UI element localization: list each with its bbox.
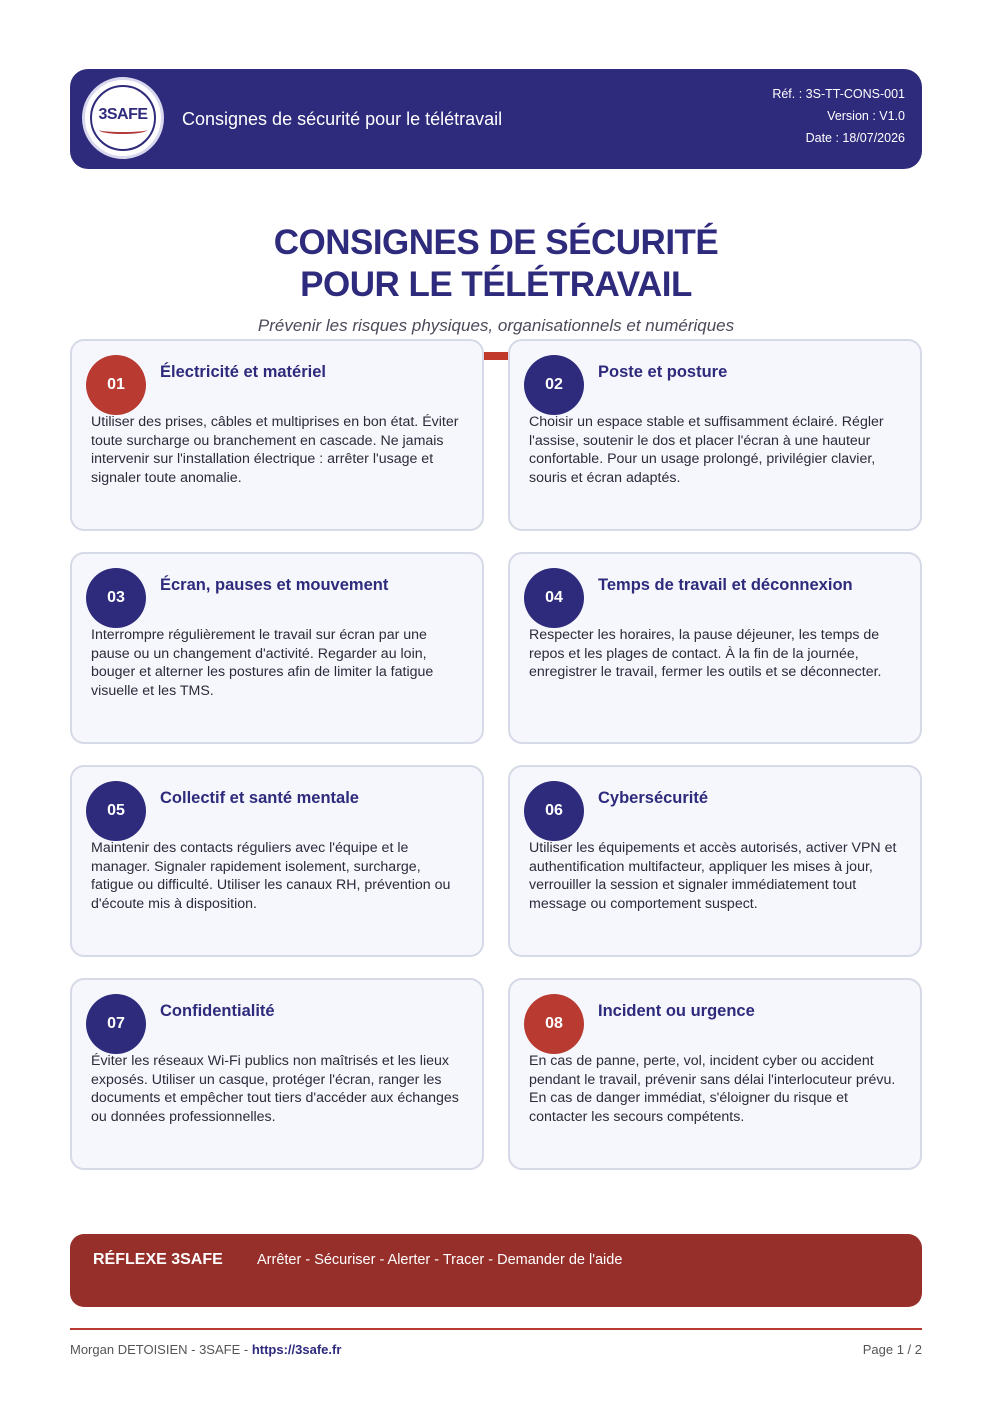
card-title: Collectif et santé mentale bbox=[160, 789, 359, 807]
footer-website-link[interactable]: https://3safe.fr bbox=[251, 1342, 342, 1357]
page-number: Page 1 / 2 bbox=[862, 1342, 922, 1357]
safety-card-04 bbox=[508, 552, 922, 744]
safety-card-02 bbox=[508, 339, 922, 531]
card-title: Poste et posture bbox=[598, 363, 728, 381]
logo-signature bbox=[99, 126, 147, 134]
safety-card-07 bbox=[70, 978, 484, 1170]
card-number-badge: 06 bbox=[524, 781, 584, 841]
footer-credit bbox=[70, 1342, 341, 1357]
header-title: Consignes de sécurité pour le télétravail bbox=[182, 109, 503, 129]
card-body: Éviter les réseaux Wi-Fi publics non maîtrisés et les lieux exposés. Utiliser un casque, protéger l'écran, ranger les documents et empêcher tout tiers d'accéder aux échanges ou données professionnelles. bbox=[91, 1053, 459, 1126]
card-body: Interrompre régulièrement le travail sur écran par une pause ou un changement d'activité. Regarder au loin, bouger et alterner les postures afin de limiter la fatigue visuelle et les TMS. bbox=[91, 627, 434, 700]
card-title: Électricité et matériel bbox=[160, 363, 326, 381]
card-number-badge: 08 bbox=[524, 994, 584, 1054]
card-body: Maintenir des contacts réguliers avec l'équipe et le manager. Signaler rapidement isolement, surcharge, fatigue ou difficulté. Utiliser les canaux RH, prévention ou d'écoute mis à disposition. bbox=[91, 840, 451, 913]
doc-version: Version : V1.0 bbox=[827, 109, 905, 123]
card-title: Cybersécurité bbox=[598, 789, 709, 807]
reflex-banner bbox=[70, 1234, 922, 1307]
page-title-line-1: CONSIGNES DE SÉCURITÉ bbox=[273, 223, 719, 262]
company-logo bbox=[82, 77, 164, 159]
card-number-badge: 04 bbox=[524, 568, 584, 628]
safety-card-01 bbox=[70, 339, 484, 531]
card-number-badge: 05 bbox=[86, 781, 146, 841]
reflex-text: Arrêter - Sécuriser - Alerter - Tracer - Demander de l'aide bbox=[257, 1252, 623, 1268]
card-body: Choisir un espace stable et suffisamment éclairé. Régler l'assise, soutenir le dos et placer l'écran à une hauteur confortable. Pour un usage prolongé, privilégier clavier, souris et écran adaptés. bbox=[529, 414, 884, 487]
card-title: Incident ou urgence bbox=[598, 1002, 755, 1020]
safety-card-06 bbox=[508, 765, 922, 957]
card-title: Confidentialité bbox=[160, 1002, 275, 1020]
card-title: Écran, pauses et mouvement bbox=[160, 576, 389, 594]
card-body: Utiliser des prises, câbles et multiprises en bon état. Éviter toute surcharge ou branchement en cascade. Ne jamais intervenir sur l'installation électrique : arrêter l'usage et signaler toute anomalie. bbox=[91, 414, 459, 487]
safety-card-05 bbox=[70, 765, 484, 957]
card-number-badge: 03 bbox=[86, 568, 146, 628]
footer-divider bbox=[70, 1328, 922, 1330]
safety-card-08 bbox=[508, 978, 922, 1170]
card-body: En cas de panne, perte, vol, incident cyber ou accident pendant le travail, prévenir sans délai l'interlocuteur prévu. En cas de danger immédiat, s'éloigner du risque et contacter les secours compétents. bbox=[529, 1053, 896, 1126]
page-subtitle: Prévenir les risques physiques, organisationnels et numériques bbox=[257, 316, 735, 335]
page-title-line-2: POUR LE TÉLÉTRAVAIL bbox=[300, 265, 692, 304]
header-banner bbox=[70, 69, 922, 169]
card-body: Respecter les horaires, la pause déjeuner, les temps de repos et les plages de contact. À la fin de la journée, enregistrer le travail, fermer les outils et se déconnecter. bbox=[529, 627, 882, 681]
card-number-badge: 01 bbox=[86, 355, 146, 415]
card-title: Temps de travail et déconnexion bbox=[598, 576, 853, 594]
card-number-badge: 07 bbox=[86, 994, 146, 1054]
reflex-label: RÉFLEXE 3SAFE bbox=[93, 1251, 223, 1268]
footer-author: Morgan DETOISIEN - 3SAFE - bbox=[70, 1342, 252, 1357]
document-meta bbox=[772, 83, 905, 149]
card-body: Utiliser les équipements et accès autorisés, activer VPN et authentification multifacteur, appliquer les mises à jour, verrouiller la session et signaler immédiatement tout message ou comportement suspect. bbox=[529, 840, 897, 913]
safety-card-03 bbox=[70, 552, 484, 744]
doc-date: Date : 18/07/2026 bbox=[805, 131, 905, 145]
logo-text: 3SAFE bbox=[98, 106, 148, 123]
accent-bar bbox=[484, 352, 508, 360]
page-title bbox=[0, 222, 992, 306]
doc-reference: Réf. : 3S-TT-CONS-001 bbox=[772, 87, 905, 101]
card-number-badge: 02 bbox=[524, 355, 584, 415]
